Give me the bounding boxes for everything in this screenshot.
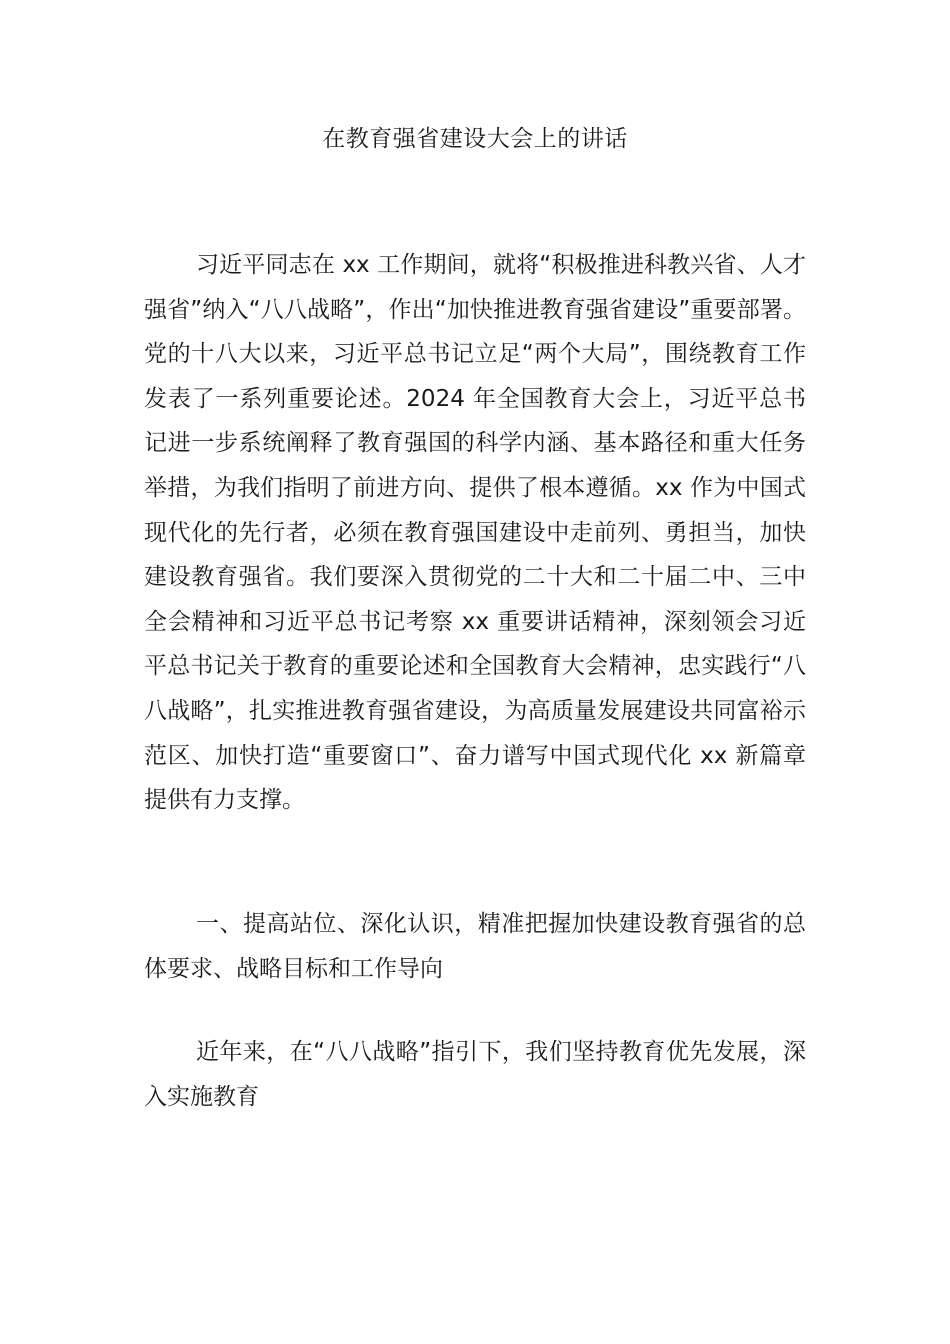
document-title: 在教育强省建设大会上的讲话 xyxy=(322,126,628,152)
body-paragraph-intro: 习近平同志在 xx 工作期间，就将“积极推进科教兴省、人才强省”纳入“八八战略”，作出“加快推进教育强省建设”重要部署。党的十八大以来，习近平总书记立足“两个大局”，围绕教育工作发表了一系列重要论述。2024 年全国教育大会上，习近平总书记进一步系统阐释了教育强国的科学内涵、基本路径和重大任务举措，为我们指明了前进方向、提供了根本遵循。xx 作为中国式现代化的先行者，必须在教育强国建设中走前列、勇担当，加快建设教育强省。我们要深入贯彻党的二十大和二十届二中、三中全会精神和习近平总书记考察 xx 重要讲话精神，深刻领会习近平总书记关于教育的重要论述和全国教育大会精神，忠实践行“八八战略”，扎实推进教育强省建设，为高质量发展建设共同富裕示范区、加快打造“重要窗口”、奋力谱写中国式现代化 xx 新篇章提供有力支撑。 xyxy=(144,252,806,814)
section-heading-1: 一、提高站位、深化认识，精准把握加快建设教育强省的总体要求、战略目标和工作导向 xyxy=(144,911,806,982)
body-paragraph-section-1: 近年来，在“八八战略”指引下，我们坚持教育优先发展，深入实施教育 xyxy=(144,1039,806,1110)
